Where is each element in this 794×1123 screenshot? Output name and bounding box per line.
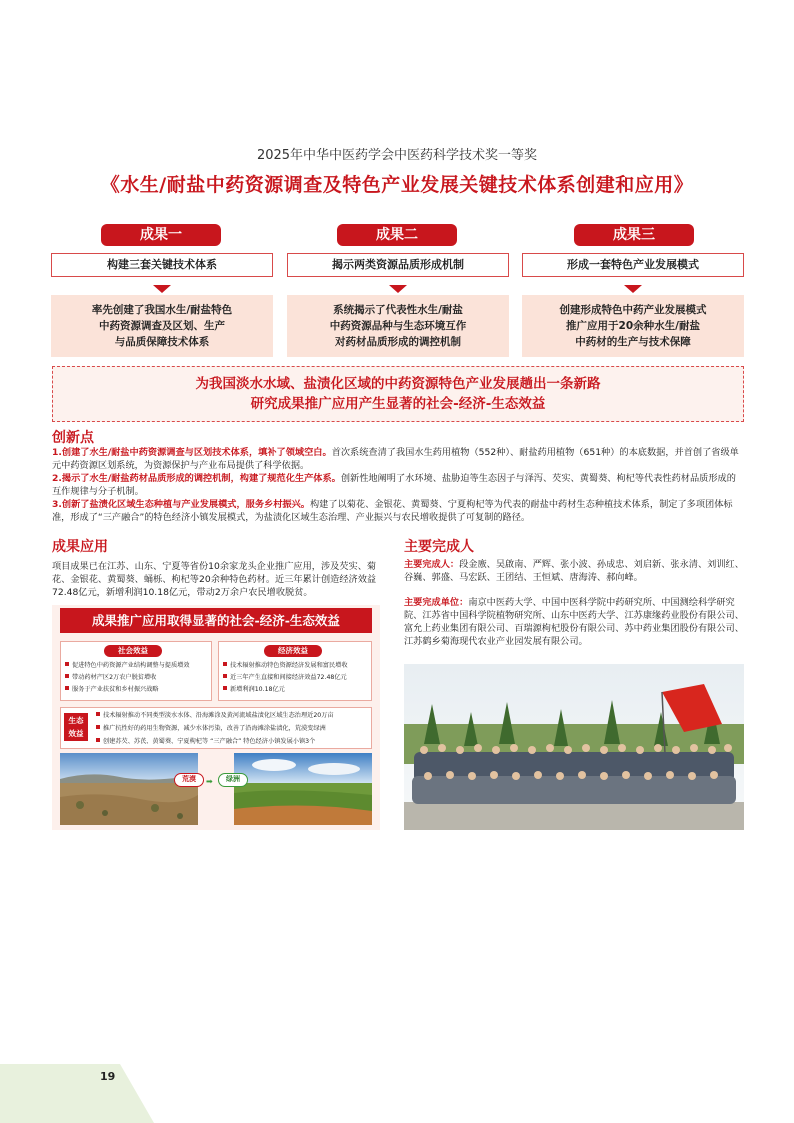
result-1-body: 率先创建了我国水生/耐盐特色 中药资源调查及区划、生产 与品质保障技术体系 xyxy=(51,295,273,357)
result-3-body: 创建形成特色中药产业发展模式 推广应用于20余种水生/耐盐 中药材的生产与技术保障 xyxy=(522,295,744,357)
benefit-title: 成果推广应用取得显著的社会-经济-生态效益 xyxy=(60,608,372,633)
page-number: 19 xyxy=(100,1070,116,1083)
result-3-heading: 形成一套特色产业发展模式 xyxy=(522,253,744,277)
economic-benefit-tag: 经济效益 xyxy=(264,645,322,657)
team-group-photo xyxy=(404,664,744,830)
application-text: 项目成果已在江苏、山东、宁夏等省份10余家龙头企业推广应用，涉及芡实、菊花、金银花、黄蜀葵、蛹栎、枸杞等20余种特色药材。近三年累计创造经济效益72.48亿元，新增利润10.18亿元，带动2万余户农民增收脱贫。 xyxy=(52,561,377,598)
ecological-benefit-tag: 生态 效益 xyxy=(64,713,88,741)
award-line: 2025年中华中医药学会中医药科学技术奖一等奖 xyxy=(256,148,538,163)
result-1-tab: 成果一 xyxy=(101,224,221,246)
innovation-list xyxy=(52,446,744,524)
down-arrow-icon xyxy=(624,285,642,293)
desert-landscape-image xyxy=(60,753,198,825)
project-title: 《水生/耐盐中药资源调查及特色产业发展关键技术体系创建和应用》 xyxy=(100,174,694,196)
economic-benefit-item: 近三年产生直接和间接经济效益72.48亿元 xyxy=(223,673,347,682)
contributors-people: 主要完成人：段金廒、吴啟南、严辉、张小波、孙成忠、刘启新、张永清、刘训红、谷巍、郭盛、马宏跃、王团结、王恒斌、唐海涛、郝向峰。 xyxy=(404,559,744,583)
result-3-tab: 成果三 xyxy=(574,224,694,246)
economic-benefit-item: 新增利润10.18亿元 xyxy=(223,685,285,694)
innovation-item: 1.创建了水生/耐盐中药资源调查与区划技术体系，填补了领域空白。首次系统查清了我国水生药用植物（552种）、耐盐药用植物（651种）的本底数据，并首创了省级单元中药资源区划系统，为资源保护与产业布局提供了科学依据。 xyxy=(52,447,739,471)
innovation-item: 2.揭示了水生/耐盐药材品质形成的调控机制，构建了规范化生产体系。创新性地阐明了水环境、盐胁迫等生态因子与泽泻、芡实、黄蜀葵、枸杞等代表性药材品质形成的互作规律与分子机制。 xyxy=(52,473,736,497)
impact-banner: 为我国淡水水域、盐渍化区域的中药资源特色产业发展趟出一条新路 研究成果推广应用产生显著的社会-经济-生态效益 xyxy=(52,366,744,422)
page-corner-decoration xyxy=(0,1064,154,1123)
ecological-benefit-item: 推广抗性好的药用生物资源，减少水体污染，改善了沿海滩涂盐渍化，荒漠变绿洲 xyxy=(96,724,326,733)
benefit-infographic xyxy=(52,605,380,830)
contributors-units: 主要完成单位：南京中医药大学、中国中医科学院中药研究所、中国测绘科学研究院、江苏省中国科学院植物研究所、山东中医药大学、江苏康缘药业股份有限公司、富允上药业集团有限公司、百瑞源枸杞股份有限公司、苏中药业集团股份有限公司、江苏鹤乡菊海现代农业产业园发展有限公司。 xyxy=(404,597,744,647)
result-2-tab: 成果二 xyxy=(337,224,457,246)
ecological-benefit-item: 创建苏芡、苏芪、黄蜀葵、宁夏枸杞等 “三产融合” 特色经济小镇发展小镇3个 xyxy=(96,737,315,746)
social-benefit-item: 带动药材产区2万农户脱贫增收 xyxy=(65,673,156,682)
oasis-label: 绿洲 xyxy=(218,773,248,787)
social-benefit-item: 服务于产业扶贫和乡村振兴战略 xyxy=(65,685,159,694)
down-arrow-icon xyxy=(389,285,407,293)
innovation-title: 创新点 xyxy=(52,430,94,446)
economic-benefit-item: 技术辐射推动特色资源经济发展和富民增收 xyxy=(223,661,348,670)
result-2-body: 系统揭示了代表性水生/耐盐 中药资源品种与生态环境互作 对药材品质形成的调控机制 xyxy=(287,295,509,357)
desert-label: 荒漠 xyxy=(174,773,204,787)
arrow-right-icon: ➡ xyxy=(206,777,213,786)
down-arrow-icon xyxy=(153,285,171,293)
oasis-landscape-image xyxy=(234,753,372,825)
ecological-benefit-item: 技术辐射推动不同类型淡水水体、沿海滩涂及黄河流域盐渍化区域生态治理近20万亩 xyxy=(96,711,334,720)
contributors-title: 主要完成人 xyxy=(404,539,474,555)
result-2-heading: 揭示两类资源品质形成机制 xyxy=(287,253,509,277)
application-title: 成果应用 xyxy=(52,539,108,555)
social-benefit-item: 促进特色中药资源产业结构调整与提质增效 xyxy=(65,661,190,670)
innovation-item: 3.创新了盐渍化区域生态种植与产业发展模式，服务乡村振兴。构建了以菊花、金银花、黄蜀葵、宁夏枸杞等为代表的耐盐中药材生态种植技术体系，制定了多项团体标准，形成了“三产融合”的特色经济小镇发展模式，为盐渍化区域生态治理、产业振兴与农民增收提供了可复制的路径。 xyxy=(52,499,733,523)
social-benefit-tag: 社会效益 xyxy=(104,645,162,657)
result-1-heading: 构建三套关键技术体系 xyxy=(51,253,273,277)
